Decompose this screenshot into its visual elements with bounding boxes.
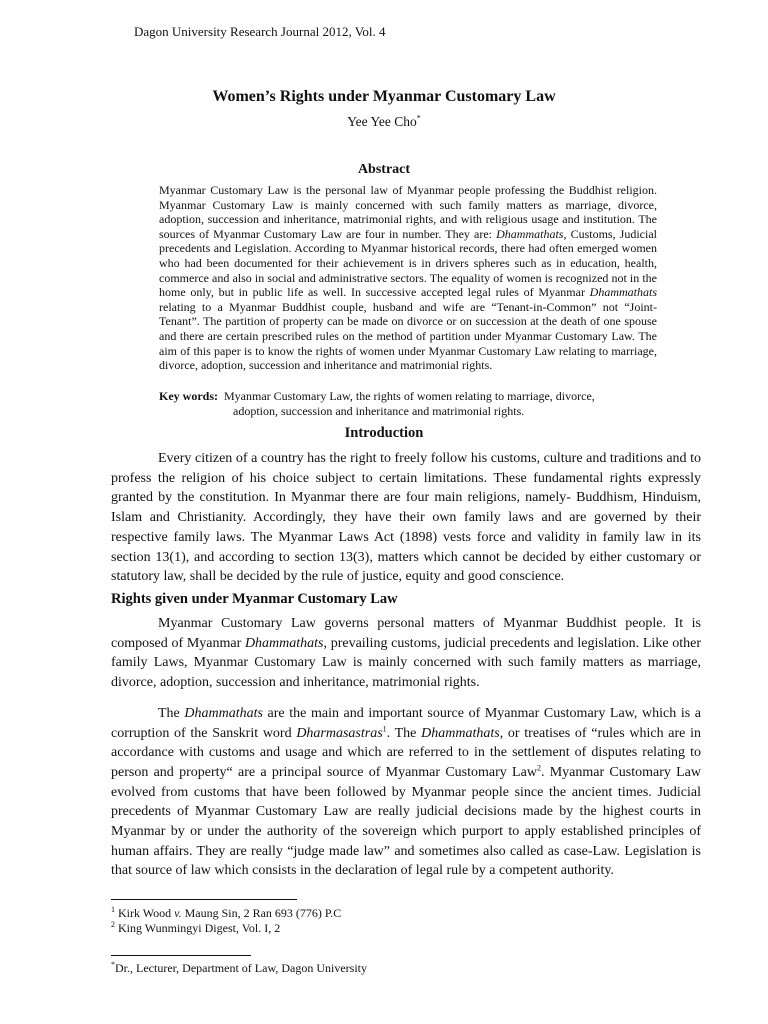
abstract-heading: Abstract (357, 162, 411, 177)
rights-paragraph-1: Myanmar Customary Law governs personal matters of Myanmar Buddhist people. It is composed of Myanmar Dhammathats, prevailing customs, judicial precedents and legislation. Like other family Laws, Myanmar Customary Law is mainly concerned with such family matters as marriage, divorce, adoption, succession and inheritance, matrimonial rights. (111, 616, 701, 691)
introduction-heading: Introduction (344, 425, 424, 441)
author-line (0, 114, 768, 130)
keywords-line-1: Myanmar Customary Law, the rights of women relating to marriage, divorce, (224, 389, 595, 403)
author-footnote-divider (111, 955, 251, 956)
keywords-block (159, 389, 657, 418)
introduction-paragraph: Every citizen of a country has the right to freely follow his customs, culture and traditions and to profess the religion of his choice subject to certain limitations. These fundamental rights expressly granted by the constitution. In Myanmar there are four main religions, namely- Buddhism, Hinduism, Islam and Christianity. Accordingly, they have their own family laws and are governed by their respective family laws. The Myanmar Laws Act (1898) vests force and validity in family law in its section 13(1), and according to section 13(3), matters which cannot be decided by either customary or statutory law, shall be decided by the rule of justice, equity and good conscience. (111, 451, 701, 585)
footnote-2: $^2$ King Wunmingyi Digest, Vol. I, 2 (111, 920, 281, 935)
footnote-divider (111, 899, 297, 900)
rights-paragraph-2: The Dhammathats are the main and important source of Myanmar Customary Law, which is a corruption of the Sanskrit word Dharmasastras$^1$. The Dhammathats, or treatises of “rules which are in accordance with customs and usage and which are referred to in the settlement of disputes relating to person and property“ are a principal source of Myanmar Customary Law$^2$. Myanmar Customary Law evolved from customs that have been followed by Myanmar people since the ancient times. Judicial precedents of Myanmar Customary Law are really judicial decisions made by the highest courts in Myanmar by or under the authority of the sovereign which purport to apply established principles of human affairs. They are really “judge made law” and sometimes also called as case-Law. Legislation is that source of law which consists in the declaration of legal rule by a competent authority. (111, 705, 702, 879)
author-name: Yee Yee Cho (347, 114, 417, 129)
rights-section-heading: Rights given under Myanmar Customary Law (111, 591, 398, 607)
author-footnote-mark: * (416, 113, 421, 123)
introduction-body (111, 449, 701, 587)
footnote-ref-1: 1 (382, 723, 387, 733)
journal-header: Dagon University Research Journal 2012, Vol. 4 (134, 24, 386, 39)
author-footnote: *Dr., Lecturer, Department of Law, Dagon University (111, 960, 367, 975)
abstract-text: Myanmar Customary Law is the personal law of Myanmar people professing the Buddhist religion. Myanmar Customary Law is mainly concerned with such family matters as marriage, divorce, adoption, succession and inheritance, matrimonial rights, and with religious usage and institution. The sources of Myanmar Customary Law are four in number. They are: Dhammathats, Customs, Judicial precedents and Legislation. According to Myanmar historical records, there had often emerged women who had been documented for their achievement is in drivers spheres such as in education, health, commerce and also in social and administrative sectors. The equality of women is recognized not in the home only, but in public life as well. In successive accepted legal rules of Myanmar Dhammathats relating to a Myanmar Buddhist couple, husband and wife are “Tenant-in-Common” not “Joint-Tenant”. The partition of property can be made on divorce or on succession at the death of one spouse and there are certain prescribed rules on the method of partition under Myanmar Customary Law. The aim of this paper is to know the rights of women under Myanmar Customary Law relating to marriage, divorce, adoption, succession and inheritance and matrimonial rights. (159, 183, 658, 373)
keywords-line-2: adoption, succession and inheritance and matrimonial rights. (233, 403, 525, 418)
keywords-label: Key words: (159, 389, 218, 403)
footnote-ref-2: 2 (536, 763, 541, 773)
footnote-1: $^1$ Kirk Wood v. Maung Sin, 2 Ran 693 (776) P.C (111, 905, 342, 920)
paper-title: Women’s Rights under Myanmar Customary Law (212, 88, 556, 105)
rights-section-body (111, 614, 701, 881)
